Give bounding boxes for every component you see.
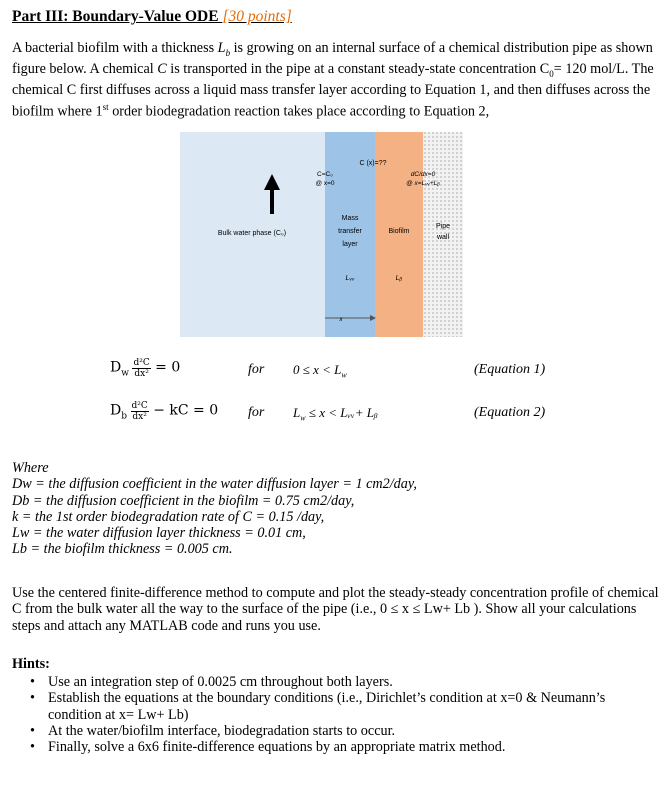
mass-label-1: Mass bbox=[341, 215, 359, 222]
where-line: k = the 1st order biodegradation rate of C = 0.15 /day, bbox=[12, 508, 325, 525]
list-item: • Use an integration step of 0.0025 cm throughout both layers. bbox=[30, 674, 660, 690]
task-paragraph: Use the centered finite-difference method to compute and plot the steady-steady concentration profile of chemical C from the bulk water all the way to the surface of the pipe (i.e., 0 ≤ x ≤ Lw+ Lb ). Show all your calculations steps and attach any MATLAB code and runs you use. bbox=[12, 585, 659, 634]
where-line: Lw = the water diffusion layer thickness = 0.01 cm, bbox=[12, 525, 306, 542]
cx-label: C (x)=?? bbox=[359, 160, 387, 167]
biofilm-diagram bbox=[180, 132, 463, 337]
hints-title: Hints: bbox=[12, 656, 50, 672]
equation-1-range: $0 \le x < L_w$ bbox=[293, 362, 347, 380]
bc-left-top: C=C₀ bbox=[317, 171, 333, 178]
mass-label-3: layer bbox=[342, 241, 358, 248]
lw-label: Lᵥᵥ bbox=[345, 275, 355, 282]
list-item: • At the water/biofilm interface, biodegradation starts to occur. bbox=[30, 723, 660, 739]
hints-list bbox=[30, 674, 660, 755]
equation-1-label: (Equation 1) bbox=[474, 362, 546, 377]
pipe-label-2: wall bbox=[436, 234, 450, 241]
equation-1-lhs: $D_w$ $\frac{\text{d²C}}{\text{dx²}}$ = 0 bbox=[110, 358, 181, 379]
where-title: Where bbox=[12, 460, 49, 476]
equation-1-for: for bbox=[248, 362, 265, 377]
intro-paragraph: A bacterial biofilm with a thickness $L_b$ is growing on an internal surface of a chemical distribution pipe as shown figure below. A chemical C is transported in the pipe at a constant steady-state concentration $C_0= 120$ mol/L. The chemical C first diffuses across a liquid mass transfer layer according to Equation 1, and then diffuses across the biofilm where 1st order biodegradation reaction takes place according to Equation 2, bbox=[12, 40, 654, 120]
pipe-label-1: Pipe bbox=[435, 223, 451, 230]
bulk-label: Bulk water phase (C₀) bbox=[217, 230, 287, 237]
list-item: • Finally, solve a 6x6 finite-difference equations by an appropriate matrix method. bbox=[30, 739, 660, 755]
mass-label-2: transfer bbox=[338, 228, 362, 235]
lb-label: Lᵦ bbox=[395, 275, 403, 282]
list-item: • Establish the equations at the boundary conditions (i.e., Dirichlet’s condition at x=0 & Neumann’s condition at x= Lw+ Lb) bbox=[30, 690, 660, 723]
section-heading bbox=[12, 8, 292, 26]
where-line: Dw = the diffusion coefficient in the water diffusion layer = 1 cm2/day, bbox=[12, 476, 417, 493]
where-block bbox=[12, 460, 417, 558]
bc-left-bottom: @ x=0 bbox=[315, 180, 335, 187]
where-line: Db = the diffusion coefficient in the biofilm = 0.75 cm2/day, bbox=[12, 492, 355, 509]
where-line: Lb = the biofilm thickness = 0.005 cm. bbox=[12, 541, 233, 558]
biofilm-label: Biofilm bbox=[388, 228, 410, 235]
equation-2-range: $L_w \le x$ < Lᵥᵥ+ Lᵦ bbox=[293, 405, 378, 423]
x-label: x bbox=[339, 316, 343, 323]
bc-right-bottom: @ x=Lᵥᵥ+Lᵦ bbox=[406, 180, 440, 187]
bc-right-top: dC/dx=0 bbox=[410, 171, 436, 178]
heading-points: [30 points] bbox=[222, 8, 292, 25]
equation-2-lhs: $D_b$ $\frac{\text{d²C}}{\text{dx²}}$ − kC = 0 bbox=[110, 401, 219, 422]
equation-2-label: (Equation 2) bbox=[474, 405, 546, 420]
equation-2-for: for bbox=[248, 405, 265, 420]
heading-title: Part III: Boundary-Value ODE bbox=[12, 8, 223, 25]
